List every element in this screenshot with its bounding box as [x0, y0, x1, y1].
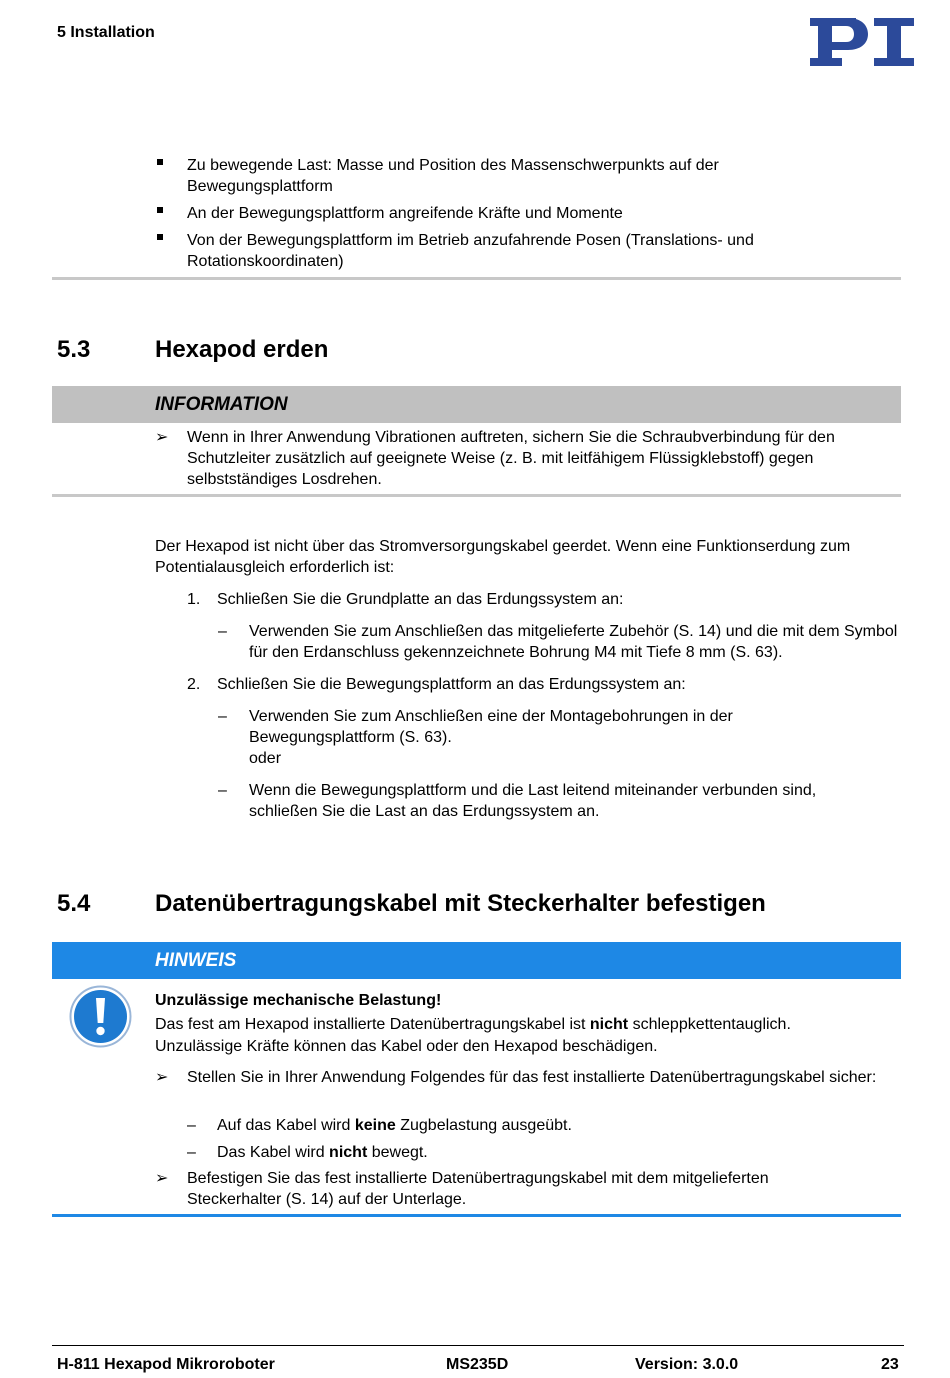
notice-bar — [52, 942, 901, 979]
step-text: Schließen Sie die Bewegungsplattform an das Erdungssystem an: — [217, 676, 686, 693]
list-item: An der Bewegungsplattform angreifende Kräfte und Momente — [187, 205, 623, 222]
step-number: 2. — [187, 676, 201, 693]
dash-bullet: – — [187, 1117, 196, 1134]
sub-step-text: Wenn die Bewegungsplattform und die Last leitend miteinander verbunden sind, schließen Sie die Last an das Erdungssystem an. — [249, 782, 817, 820]
bullet-square — [157, 234, 163, 240]
information-label: INFORMATION — [155, 394, 288, 415]
arrow-right-icon: ➢ — [155, 1170, 169, 1187]
information-bar — [52, 386, 901, 423]
dash-bullet: – — [218, 708, 227, 725]
notice-divider — [52, 1214, 901, 1217]
list-item: Zu bewegende Last: Masse und Position des Massenschwerpunkts auf der Bewegungsplattform — [187, 157, 719, 195]
section-number: 5.3 — [57, 336, 91, 363]
step-number: 1. — [187, 591, 201, 608]
list-item: Von der Bewegungsplattform im Betrieb anzufahrende Posen (Translations- und Rotationskoordinaten) — [187, 232, 754, 270]
pi-logo — [808, 14, 916, 70]
information-divider — [52, 494, 901, 497]
bullet-square — [157, 159, 163, 165]
warning-text: Unzulässige Kräfte können das Kabel oder den Hexapod beschädigen. — [155, 1038, 658, 1055]
section-divider — [52, 277, 901, 280]
section-title: Hexapod erden — [155, 336, 329, 363]
arrow-right-icon: ➢ — [155, 1069, 169, 1086]
paragraph: Der Hexapod ist nicht über das Stromversorgungskabel geerdet. Wenn eine Funktionserdung zum Potentialausgleich erforderlich ist: — [155, 538, 851, 576]
section-number: 5.4 — [57, 890, 91, 917]
footer-version: Version: 3.0.0 — [635, 1356, 739, 1373]
step-text: Schließen Sie die Grundplatte an das Erdungssystem an: — [217, 591, 624, 608]
running-header-chapter: 5 Installation — [57, 24, 155, 41]
footer-page-number: 23 — [881, 1356, 899, 1373]
sub-action-text: Das Kabel wird nicht bewegt. — [217, 1144, 428, 1161]
sub-action-text: Auf das Kabel wird keine Zugbelastung ausgeübt. — [217, 1117, 572, 1134]
notice-label: HINWEIS — [155, 950, 237, 971]
warning-title: Unzulässige mechanische Belastung! — [155, 992, 442, 1009]
action-text: Befestigen Sie das fest installierte Datenübertragungskabel mit dem mitgelieferten Steckerhalter (S. 14) auf der Unterlage. — [187, 1170, 769, 1208]
warning-text: Das fest am Hexapod installierte Datenübertragungskabel ist nicht schleppkettentauglich. — [155, 1016, 791, 1033]
dash-bullet: – — [187, 1144, 196, 1161]
action-text: Stellen Sie in Ihrer Anwendung Folgendes für das fest installierte Datenübertragungskabel sicher: — [187, 1069, 877, 1086]
sub-step-text: Verwenden Sie zum Anschließen eine der Montagebohrungen in der Bewegungsplattform (S. 63). — [249, 708, 733, 746]
or-label: oder — [249, 750, 282, 767]
footer-document-id: MS235D — [446, 1356, 509, 1373]
information-text: Wenn in Ihrer Anwendung Vibrationen auftreten, sichern Sie die Schraubverbindung für den Schutzleiter zusätzlich auf geeignete Weise (z. B. mit leitfähigem Flüssigklebstoff) gegen selbstständiges Losdrehen. — [187, 429, 835, 488]
dash-bullet: – — [218, 623, 227, 640]
exclamation-icon — [69, 985, 132, 1048]
arrow-right-icon: ➢ — [155, 429, 169, 446]
sub-step-text: Verwenden Sie zum Anschließen das mitgelieferte Zubehör (S. 14) und die mit dem Symbol für den Erdanschluss gekennzeichnete Bohrung M4 mit Tiefe 8 mm (S. 63). — [249, 623, 898, 661]
dash-bullet: – — [218, 782, 227, 799]
footer-rule — [52, 1345, 904, 1346]
footer-product: H-811 Hexapod Mikroroboter — [57, 1356, 275, 1373]
bullet-square — [157, 207, 163, 213]
section-title: Datenübertragungskabel mit Steckerhalter befestigen — [155, 890, 766, 917]
